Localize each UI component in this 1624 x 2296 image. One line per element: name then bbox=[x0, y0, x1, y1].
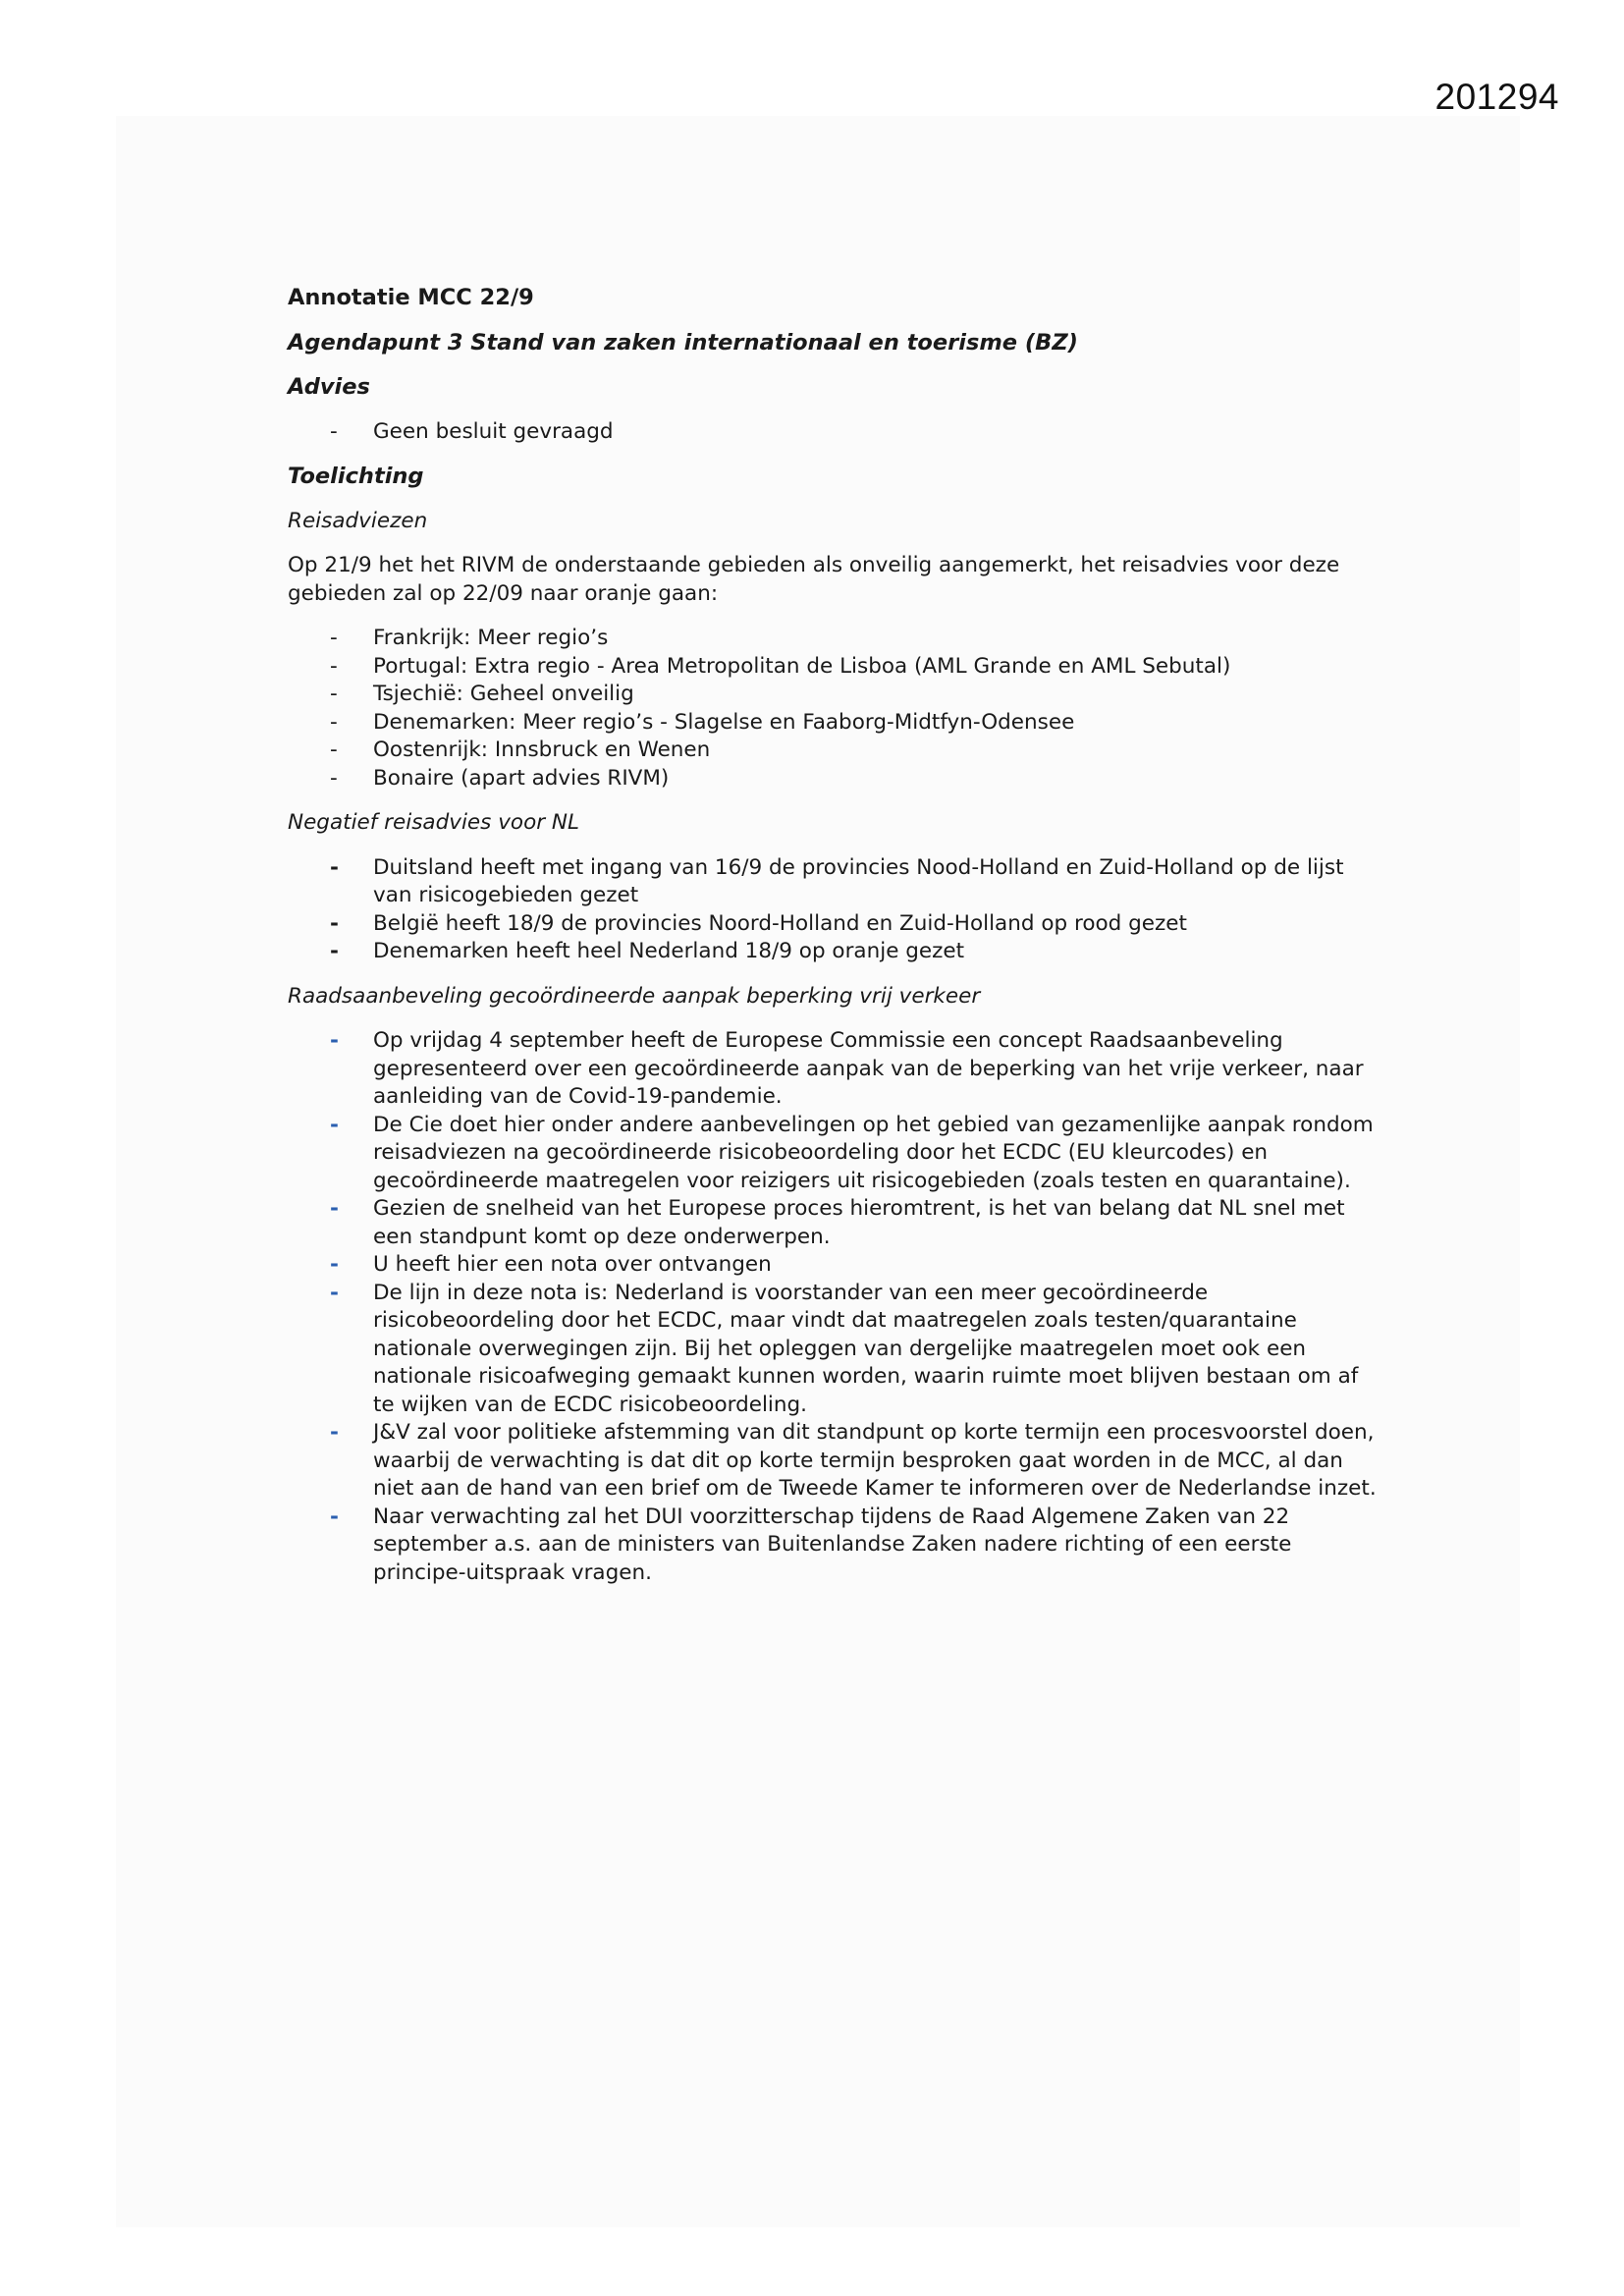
raadsaanbeveling-heading: Raadsaanbeveling gecoördineerde aanpak beperking vrij verkeer bbox=[288, 983, 981, 1009]
document-title: Annotatie MCC 22/9 bbox=[288, 285, 534, 310]
list-item: - Naar verwachting zal het DUI voorzitterschap tijdens de Raad Algemene Zaken van 22 september a.s. aan de ministers van Buitenlandse Zaken nadere richting of een eerste principe-uitspraak vragen. bbox=[288, 1503, 1378, 1588]
list-item: - Op vrijdag 4 september heeft de Europese Commissie een concept Raadsaanbeveling gepresenteerd over een gecoördineerde aanpak van de beperking van het vrije verkeer, naar aanleiding van de Covid-19-pandemie. bbox=[288, 1027, 1378, 1112]
list-item: - J&V zal voor politieke afstemming van dit standpunt op korte termijn een procesvoorstel doen, waarbij de verwachting is dat dit op korte termijn besproken gaat worden in de MCC, al dan niet aan de hand van een brief om de Tweede Kamer te informeren over de Nederlandse inzet. bbox=[288, 1419, 1378, 1503]
document-number: 201294 bbox=[1435, 77, 1559, 117]
list-item: - Portugal: Extra regio - Area Metropolitan de Lisboa (AML Grande en AML Sebutal) bbox=[288, 653, 1378, 682]
advies-heading: Advies bbox=[288, 374, 370, 400]
document-body bbox=[288, 284, 1378, 1604]
list-item: - De Cie doet hier onder andere aanbevelingen op het gebied van gezamenlijke aanpak rondom reisadviezen na gecoördineerde risicobeoordeling door het ECDC (EU kleurcodes) en gecoördineerde maatregelen voor reizigers uit risicogebieden (zoals testen en quarantaine). bbox=[288, 1112, 1378, 1196]
reisadviezen-list bbox=[288, 625, 1378, 793]
negatief-reisadvies-heading: Negatief reisadvies voor NL bbox=[288, 810, 579, 835]
list-item: - U heeft hier een nota over ontvangen bbox=[288, 1251, 1378, 1280]
list-item: - Tsjechië: Geheel onveilig bbox=[288, 681, 1378, 709]
reisadviezen-heading: Reisadviezen bbox=[288, 508, 428, 533]
list-item: - Denemarken: Meer regio’s - Slagelse en Faaborg-Midtfyn-Odensee bbox=[288, 709, 1378, 738]
reisadviezen-intro: Op 21/9 het het RIVM de onderstaande gebieden als onveilig aangemerkt, het reisadvies voor deze gebieden zal op 22/09 naar oranje gaan: bbox=[288, 553, 1340, 606]
list-item: - Geen besluit gevraagd bbox=[288, 418, 1378, 447]
negatief-reisadvies-list bbox=[288, 854, 1378, 966]
toelichting-heading: Toelichting bbox=[288, 464, 424, 489]
raadsaanbeveling-list bbox=[288, 1027, 1378, 1587]
advies-list bbox=[288, 418, 1378, 447]
list-item: - Oostenrijk: Innsbruck en Wenen bbox=[288, 737, 1378, 765]
list-item: - Frankrijk: Meer regio’s bbox=[288, 625, 1378, 653]
list-item: - Denemarken heeft heel Nederland 18/9 op oranje gezet bbox=[288, 938, 1378, 966]
list-item: - Bonaire (apart advies RIVM) bbox=[288, 765, 1378, 793]
list-item: - Duitsland heeft met ingang van 16/9 de provincies Nood-Holland en Zuid-Holland op de lijst van risicogebieden gezet bbox=[288, 854, 1378, 910]
list-item: - De lijn in deze nota is: Nederland is voorstander van een meer gecoördineerde risicobeoordeling door het ECDC, maar vindt dat maatregelen zoals testen/quarantaine nationale overwegingen zijn. Bij het opleggen van dergelijke maatregelen moet ook een nationale risicoafweging gemaakt kunnen worden, waarin ruimte moet blijven bestaan om af te wijken van de ECDC risicobeoordeling. bbox=[288, 1280, 1378, 1420]
list-item: - België heeft 18/9 de provincies Noord-Holland en Zuid-Holland op rood gezet bbox=[288, 910, 1378, 939]
agenda-item-heading: Agendapunt 3 Stand van zaken internationaal en toerisme (BZ) bbox=[288, 329, 1078, 355]
list-item: - Gezien de snelheid van het Europese proces hieromtrent, is het van belang dat NL snel met een standpunt komt op deze onderwerpen. bbox=[288, 1195, 1378, 1251]
